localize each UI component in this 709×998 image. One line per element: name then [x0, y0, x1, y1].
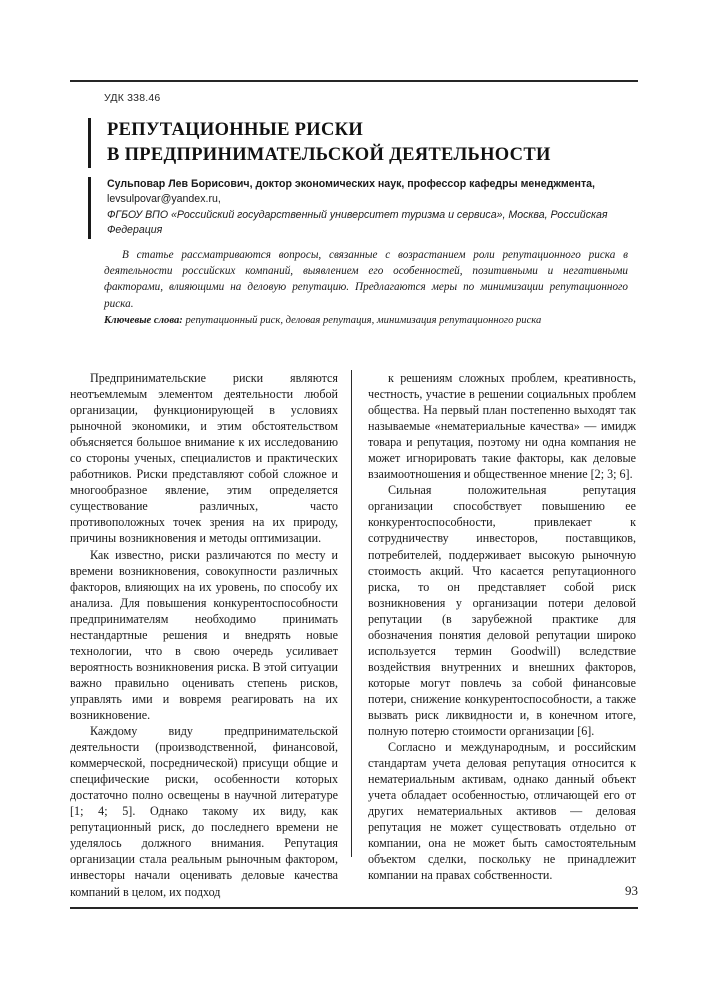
paragraph: Как известно, риски различаются по месту и времени возникновения, совокупности различных факторов, влияющих на их уровень, по способу их анализа. Для повышения конкурентоспособности предпринимателям необходимо принимать нестандартные решения и внедрять новые технологии, что в свою очередь усиливает вероятность возникновения риска. В этой ситуации важно правильно оценивать степень рисков, управлять ими и вовремя реагировать на их возникновение. [70, 547, 338, 722]
body-column-right [368, 370, 636, 884]
body-column-left [70, 370, 338, 900]
paragraph: Сильная положительная репутация организации способствует повышению ее конкурентоспособности, привлекает к сотрудничеству инвесторов, поставщиков, потребителей, поддерживает высокую рыночную стоимость акций. Что касается репутационного риска, то он представляет собой риск возникновения у организации потери деловой репутации (в зарубежной практике для обозначения понятия деловой репутации широко используется термин Goodwill) вследствие воздействия внутренних и внешних факторов, которые могут повлечь за собой финансовые потери, снижение конкурентоспособности, а также вызвать риск ликвидности и, в конечном итоге, полную потерю стоимости организации [6]. [368, 483, 636, 739]
header-rule [70, 80, 638, 82]
title-line-1: РЕПУТАЦИОННЫЕ РИСКИ [107, 120, 364, 140]
keywords-line [104, 313, 632, 328]
page-number: 93 [625, 883, 638, 898]
article-title [88, 118, 657, 168]
keywords-text: репутационный риск, деловая репутация, минимизация репутационного риска [182, 315, 542, 326]
abstract-text: В статье рассматриваются вопросы, связанные с возрастанием роли репутационного риска в деятельности российских компаний, выявлением его особенностей, позитивными и негативными факторами, влияющими на деловую репутацию. Предлагаются меры по минимизации репутационного риска. [104, 249, 628, 310]
footer-rule [70, 907, 638, 909]
author-name: Сульповар Лев Борисович, доктор экономических наук, профессор кафедры менеджмента, [107, 178, 595, 190]
author-affiliation: ФГБОУ ВПО «Российский государственный университет туризма и сервиса», Москва, Российская Федерация [107, 208, 608, 237]
paragraph: Согласно и международным, и российским стандартам учета деловая репутация относится к нематериальным активам, однако данный объект учета обладает особенностью, отличающей его от других нематериальных активов — деловая репутация не может существовать отдельно от компании, она не может быть самостоятельным объектом сделки, поскольку не принадлежит компании на правах собственности. [368, 740, 636, 883]
keywords-label: Ключевые слова: [104, 315, 183, 326]
column-divider [351, 370, 352, 857]
author-email[interactable]: levsulpovar@yandex.ru, [107, 193, 221, 206]
paragraph: Предпринимательские риски являются неотъемлемым элементом деятельности любой организации, функционирующей в условиях рыночной экономики, и этим обстоятельством объясняется большое внимание к их исследованию со стороны ученых, специалистов и практических работников. Риски представляют собой сложное и многообразное явление, этим определяется существование различных, часто противоположных точек зрения на их природу, причины возникновения и методы оптимизации. [70, 371, 338, 546]
title-line-2: В ПРЕДПРИНИМАТЕЛЬСКОЙ ДЕЯТЕЛЬНОСТИ [107, 145, 551, 165]
paragraph: к решениям сложных проблем, креативность, честность, участие в решении социальных проблем общества. На первый план постепенно выходят так называемые «нематериальные качества» — имидж товара и репутация, поэтому ни одна компания не может игнорировать такие факторы, как деловые взаимоотношения и общественное мнение [2; 3; 6]. [368, 371, 636, 482]
paragraph: Каждому виду предпринимательской деятельности (производственной, финансовой, коммерческой, посреднической) присущи общие и специфические риски, особенности которых достаточно полно освещены в научной литературе [1; 4; 5]. Однако такому их виду, как репутационный риск, до последнего времени не уделялось должного внимания. Репутация организации стала реальным рыночным фактором, инвесторы начали оценивать деловые качества компаний в целом, их подход [70, 724, 338, 899]
author-block [88, 177, 659, 239]
udc-code: УДК 338.46 [104, 92, 161, 104]
